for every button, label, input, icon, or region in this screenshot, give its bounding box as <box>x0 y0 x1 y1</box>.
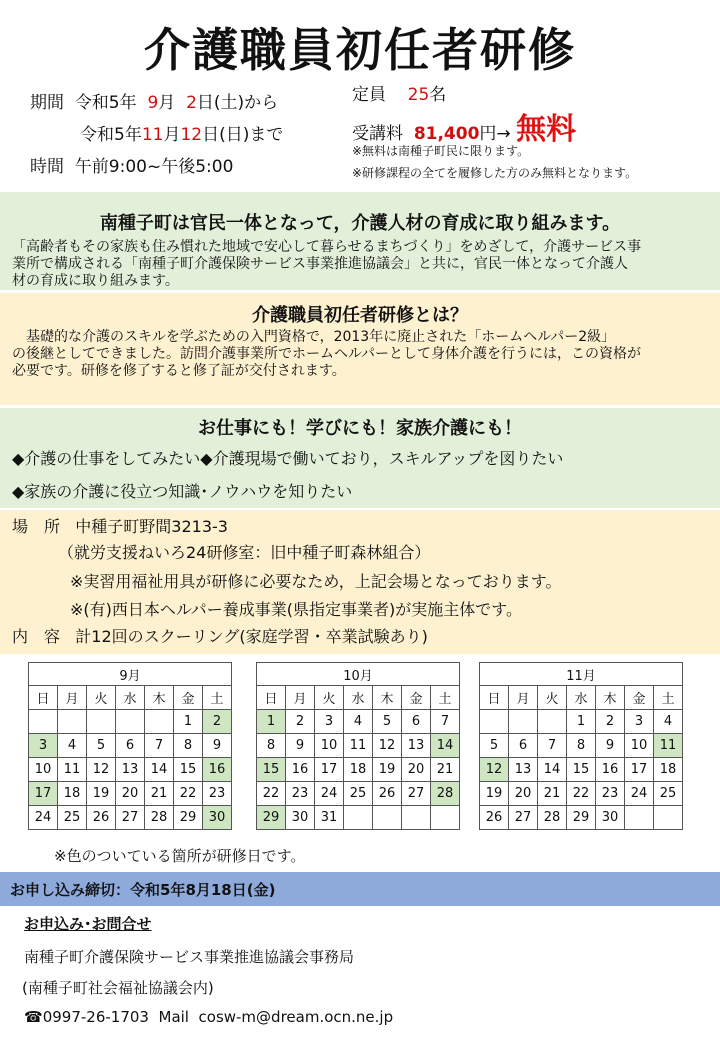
deadline: お申し込み締切：令和5年8月18日(金) <box>10 881 276 899</box>
day-cell: 25 <box>654 782 683 806</box>
day-cell: 26 <box>373 782 402 806</box>
period-start-day: 2 <box>186 93 197 113</box>
weekday-label: 土 <box>654 686 683 710</box>
period-start-month-unit: 月 <box>158 93 176 113</box>
section1-line: 業所で構成される「南種子町介護保険サービス事業推進協議会」と共に，官民一体となって介護人 <box>12 256 628 272</box>
day-cell: 9 <box>286 734 315 758</box>
contact-org: 南種子町介護保険サービス事業推進協議会事務局 <box>24 948 355 966</box>
period-start-month: 9 <box>147 93 159 113</box>
venue-row <box>12 514 228 537</box>
day-cell: 15 <box>174 758 203 782</box>
calendar-week-row <box>480 734 683 758</box>
weekday-label: 月 <box>509 686 538 710</box>
fee-free: 無料 <box>516 112 577 147</box>
period-start-suffix: 日(土)から <box>196 93 279 113</box>
day-cell: 20 <box>116 782 145 806</box>
day-cell <box>29 710 58 734</box>
day-cell: 22 <box>567 782 596 806</box>
day-cell: 15 <box>567 758 596 782</box>
day-cell: 13 <box>509 758 538 782</box>
period-end-prefix: 令和5年 <box>80 125 142 145</box>
day-cell: 7 <box>431 710 460 734</box>
weekday-label: 金 <box>174 686 203 710</box>
period-end <box>80 120 283 145</box>
day-cell <box>431 806 460 830</box>
period-end-day: 12 <box>180 125 203 145</box>
weekday-label: 日 <box>257 686 286 710</box>
day-cell <box>344 806 373 830</box>
day-cell: 13 <box>116 758 145 782</box>
weekday-label: 日 <box>480 686 509 710</box>
day-cell: 4 <box>344 710 373 734</box>
day-cell: 30 <box>286 806 315 830</box>
day-cell: 12 <box>373 734 402 758</box>
day-cell: 18 <box>654 758 683 782</box>
calendar-week-row <box>480 710 683 734</box>
day-cell <box>480 710 509 734</box>
section3-bullet: ◆介護の仕事をしてみたい◆介護現場で働いており，スキルアップを図りたい <box>12 449 564 468</box>
day-cell: 27 <box>509 806 538 830</box>
period-start-prefix: 令和5年 <box>74 93 137 113</box>
day-cell <box>373 806 402 830</box>
period-end-month-unit: 月 <box>163 125 181 145</box>
day-cell: 26 <box>480 806 509 830</box>
day-cell: 4 <box>654 710 683 734</box>
day-cell <box>402 806 431 830</box>
day-cell: 28 <box>145 806 174 830</box>
day-cell: 23 <box>203 782 232 806</box>
training-day-cell: 30 <box>203 806 232 830</box>
day-cell: 2 <box>286 710 315 734</box>
calendar-week-row <box>29 806 232 830</box>
section3-heading: お仕事にも！学びにも！家族介護にも！ <box>198 418 522 439</box>
calendar-week-row <box>29 758 232 782</box>
day-cell: 6 <box>116 734 145 758</box>
weekday-label: 水 <box>344 686 373 710</box>
training-day-cell: 12 <box>480 758 509 782</box>
note-residents: ※無料は南種子町民に限ります。 <box>352 144 530 158</box>
telephone-icon: ☎ <box>24 1008 43 1026</box>
day-cell: 18 <box>58 782 87 806</box>
venue-note2: ※(有)西日本ヘルパー養成事業(県指定事業者)が実施主体です。 <box>70 600 522 619</box>
weekday-label: 月 <box>58 686 87 710</box>
day-cell: 24 <box>29 806 58 830</box>
day-cell: 26 <box>87 806 116 830</box>
calendar-november <box>479 662 683 830</box>
training-day-cell: 28 <box>431 782 460 806</box>
time-label: 時間 <box>30 157 64 177</box>
day-cell: 30 <box>596 806 625 830</box>
day-cell: 16 <box>286 758 315 782</box>
weekday-label: 日 <box>29 686 58 710</box>
calendar-week-row <box>257 782 460 806</box>
day-cell: 8 <box>257 734 286 758</box>
day-cell: 11 <box>344 734 373 758</box>
day-cell <box>538 710 567 734</box>
day-cell: 21 <box>538 782 567 806</box>
day-cell <box>87 710 116 734</box>
section2-heading: 介護職員初任者研修とは？ <box>252 305 468 326</box>
fee-amount: 81,400 <box>413 124 480 144</box>
training-day-cell: 3 <box>29 734 58 758</box>
period-label: 期間 <box>30 93 64 113</box>
weekday-label: 土 <box>431 686 460 710</box>
weekday-label: 火 <box>315 686 344 710</box>
page-title: 介護職員初任者研修 <box>144 23 576 77</box>
day-cell: 10 <box>29 758 58 782</box>
period-end-month: 11 <box>141 125 164 145</box>
calendar-week-row <box>257 758 460 782</box>
calendar-week-row <box>29 734 232 758</box>
day-cell: 14 <box>145 758 174 782</box>
calendar-month-label: 10月 <box>257 663 460 686</box>
training-day-cell: 15 <box>257 758 286 782</box>
day-cell: 21 <box>431 758 460 782</box>
section1-text <box>12 239 708 290</box>
day-cell: 20 <box>402 758 431 782</box>
day-cell: 17 <box>315 758 344 782</box>
weekday-label: 水 <box>116 686 145 710</box>
venue-label: 場 所 <box>12 517 61 536</box>
day-cell: 5 <box>480 734 509 758</box>
day-cell: 11 <box>58 758 87 782</box>
section1-line: 「高齢者もその家族も住み慣れた地域で安心して暮らせるまちづくり」をめざして，介護サービス事 <box>12 239 642 255</box>
calendar-october <box>256 662 460 830</box>
calendar-month-label: 11月 <box>480 663 683 686</box>
day-cell: 9 <box>203 734 232 758</box>
day-cell: 8 <box>567 734 596 758</box>
training-day-cell: 11 <box>654 734 683 758</box>
time-row <box>30 152 233 177</box>
calendar-week-row <box>257 710 460 734</box>
calendar-week-row <box>480 758 683 782</box>
day-cell: 13 <box>402 734 431 758</box>
content-label: 内 容 <box>12 627 61 646</box>
day-cell: 9 <box>596 734 625 758</box>
day-cell: 10 <box>625 734 654 758</box>
weekday-label: 月 <box>286 686 315 710</box>
section2-text <box>12 329 708 380</box>
training-day-cell: 17 <box>29 782 58 806</box>
day-cell: 23 <box>596 782 625 806</box>
day-cell: 21 <box>145 782 174 806</box>
content-value: 計12回のスクーリング(家庭学習・卒業試験あり) <box>75 627 428 646</box>
day-cell <box>625 806 654 830</box>
calendar-week-row <box>29 782 232 806</box>
day-cell: 6 <box>509 734 538 758</box>
contact-heading: お申込み･お問合せ <box>24 915 152 933</box>
day-cell: 7 <box>145 734 174 758</box>
contact-mail-label: Mail <box>158 1008 189 1026</box>
day-cell: 5 <box>373 710 402 734</box>
day-cell: 27 <box>116 806 145 830</box>
calendar-week-row <box>29 710 232 734</box>
training-day-cell: 2 <box>203 710 232 734</box>
weekday-label: 木 <box>145 686 174 710</box>
contact-mail[interactable]: cosw-m@dream.ocn.ne.jp <box>198 1008 394 1026</box>
venue-note1: ※実習用福祉用具が研修に必要なため，上記会場となっております。 <box>70 572 562 591</box>
section2-line: 基礎的な介護のスキルを学ぶための入門資格で，2013年に廃止された「ホームヘルパー2級」 <box>26 329 616 345</box>
calendar-september <box>28 662 232 830</box>
day-cell: 3 <box>315 710 344 734</box>
calendar-week-row <box>257 734 460 758</box>
training-day-cell: 29 <box>257 806 286 830</box>
weekday-label: 水 <box>567 686 596 710</box>
day-cell: 18 <box>344 758 373 782</box>
day-cell: 24 <box>315 782 344 806</box>
day-cell <box>116 710 145 734</box>
weekday-label: 木 <box>596 686 625 710</box>
training-day-cell: 1 <box>257 710 286 734</box>
day-cell: 12 <box>87 758 116 782</box>
fee-arrow: → <box>496 124 511 144</box>
calendar-note: ※色のついている箇所が研修日です。 <box>54 847 306 865</box>
venue-room: （就労支援ねいろ24研修室：旧中種子町森林組合） <box>58 543 431 562</box>
day-cell: 22 <box>257 782 286 806</box>
period-start <box>30 88 278 113</box>
day-cell: 28 <box>538 806 567 830</box>
day-cell: 19 <box>87 782 116 806</box>
day-cell: 14 <box>538 758 567 782</box>
day-cell: 4 <box>58 734 87 758</box>
period-end-suffix: 日(日)まで <box>202 125 284 145</box>
day-cell: 23 <box>286 782 315 806</box>
day-cell <box>145 710 174 734</box>
venue-address: 中種子町野間3213-3 <box>75 517 228 536</box>
day-cell: 27 <box>402 782 431 806</box>
day-cell: 31 <box>315 806 344 830</box>
day-cell <box>509 710 538 734</box>
capacity-unit: 名 <box>429 85 447 105</box>
fee-unit: 円 <box>479 124 497 144</box>
day-cell: 25 <box>58 806 87 830</box>
weekday-label: 木 <box>373 686 402 710</box>
day-cell: 19 <box>373 758 402 782</box>
contact-phone[interactable]: 0997-26-1703 <box>42 1008 149 1026</box>
weekday-label: 金 <box>625 686 654 710</box>
day-cell: 2 <box>596 710 625 734</box>
section2-line: の後継としてできました。訪問介護事業所でホームヘルパーとして身体介護を行うには，この資格が <box>12 346 642 362</box>
section1-line: 材の育成に取り組みます。 <box>12 273 179 289</box>
day-cell: 7 <box>538 734 567 758</box>
day-cell: 5 <box>87 734 116 758</box>
day-cell: 19 <box>480 782 509 806</box>
capacity-value: 25 <box>407 85 430 105</box>
weekday-label: 火 <box>538 686 567 710</box>
section1-heading: 南種子町は官民一体となって，介護人材の育成に取り組みます。 <box>99 213 621 234</box>
capacity-row <box>352 80 446 105</box>
day-cell: 6 <box>402 710 431 734</box>
calendar-week-row <box>480 806 683 830</box>
day-cell: 29 <box>567 806 596 830</box>
training-day-cell: 14 <box>431 734 460 758</box>
section2-line: 必要です。研修を修了すると修了証が交付されます。 <box>12 363 346 379</box>
contact-line <box>24 1008 393 1026</box>
calendar-week-row <box>480 782 683 806</box>
weekday-label: 金 <box>402 686 431 710</box>
note-completion: ※研修課程の全てを履修した方のみ無料となります。 <box>352 166 638 180</box>
fee-label: 受講料 <box>352 124 403 144</box>
day-cell: 17 <box>625 758 654 782</box>
day-cell: 1 <box>174 710 203 734</box>
day-cell: 3 <box>625 710 654 734</box>
day-cell: 16 <box>596 758 625 782</box>
day-cell: 1 <box>567 710 596 734</box>
day-cell: 20 <box>509 782 538 806</box>
day-cell: 22 <box>174 782 203 806</box>
calendar-month-label: 9月 <box>29 663 232 686</box>
content-row <box>12 624 428 647</box>
day-cell: 10 <box>315 734 344 758</box>
capacity-label: 定員 <box>352 85 386 105</box>
day-cell: 24 <box>625 782 654 806</box>
day-cell: 8 <box>174 734 203 758</box>
weekday-label: 火 <box>87 686 116 710</box>
calendar-week-row <box>257 806 460 830</box>
day-cell <box>654 806 683 830</box>
contact-org-sub: (南種子町社会福祉協議会内) <box>22 979 214 997</box>
day-cell: 29 <box>174 806 203 830</box>
section3-bullet: ◆家族の介護に役立つ知識･ノウハウを知りたい <box>12 482 353 501</box>
day-cell: 25 <box>344 782 373 806</box>
day-cell <box>58 710 87 734</box>
time-value: 午前9:00~午後5:00 <box>74 157 234 177</box>
training-day-cell: 16 <box>203 758 232 782</box>
weekday-label: 土 <box>203 686 232 710</box>
